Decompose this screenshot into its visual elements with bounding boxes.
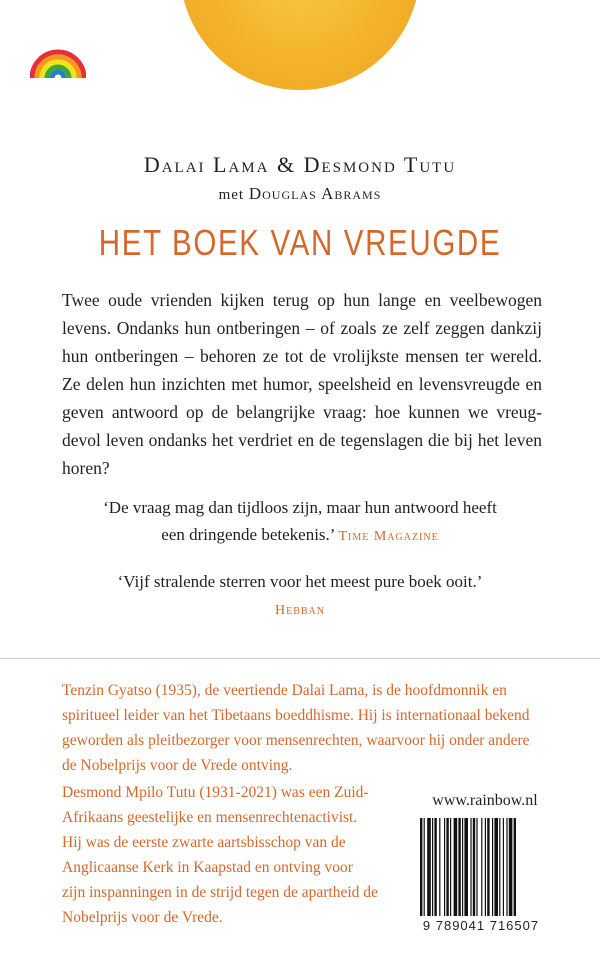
coauthor-line	[0, 184, 600, 204]
bio-desmond-tutu: Desmond Mpilo Tutu (1931-2021) was een Zuid-Afrikaans geestelijke en mensenrechtenactivist. Hij was de eerste zwarte aartsbisschop van de Anglicaanse Kerk in Kaapstad en ontving voor zijn inspanningen in de strijd tegen de apartheid de Nobelprijs voor de Vrede.	[62, 784, 378, 926]
isbn-number: 9 789041 716507	[422, 918, 540, 933]
divider	[0, 658, 600, 659]
quote-text: ‘Vijf stralende sterren voor het meest pure boek ooit.’	[117, 572, 483, 591]
coauthor-name: Douglas Abrams	[248, 184, 382, 203]
rainbow-logo-icon	[30, 28, 86, 80]
authors: Dalai Lama & Desmond Tutu	[143, 152, 457, 177]
barcode-icon	[418, 818, 548, 918]
publisher-url: www.rainbow.nl	[432, 792, 538, 809]
coauthor-prefix: met	[218, 187, 245, 203]
quote-text: ‘De vraag mag dan tijdloos zijn, maar hun antwoord heeft	[103, 498, 497, 517]
quote-text-cont: een dringende betekenis.’	[161, 525, 335, 544]
quote-source: Hebban	[274, 603, 325, 618]
book-title: HET BOEK VAN VREUGDE	[98, 222, 502, 263]
quote-source: Time Magazine	[338, 529, 439, 544]
blurb-text: Twee oude vrienden kijken terug op hun lange en veelbewogen levens. Ondanks hun ontberingen – of zoals ze zelf zeggen dankzij hun ontberingen – behoren ze tot de vrolijkste mensen ter wereld. Ze delen hun inzichten met humor, speelsheid en levensvreugde en geven antwoord op de belangrijke vraag: hoe kunnen we vreug-devol leven ondanks het verdriet en de tegenslagen die bij het leven horen?	[62, 290, 542, 478]
bio-dalai-lama: Tenzin Gyatso (1935), de veertiende Dalai Lama, is de hoofdmonnik en spiritueel leider van het Tibetaans boeddhisme. Hij is internationaal bekend geworden als pleitbezorger voor mensenrechten, waarvoor hij onder andere de Nobelprijs voor de Vrede ontving.	[62, 682, 530, 774]
quote-hebban	[0, 568, 600, 624]
quote-time	[0, 494, 600, 550]
sun-illustration	[180, 0, 420, 90]
